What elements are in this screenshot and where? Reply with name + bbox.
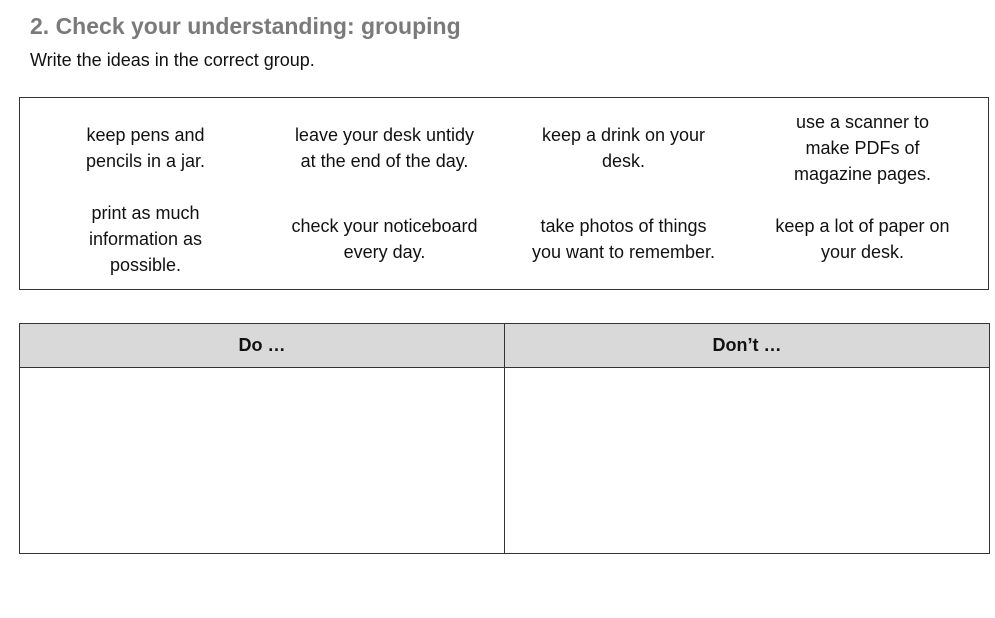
idea-text: keep pens and pencils in a jar.	[85, 124, 206, 171]
idea-text: check your noticeboard every day.	[291, 216, 478, 263]
idea-text: print as much information as possible.	[88, 203, 203, 276]
idea-text: take photos of things you want to remember.	[531, 216, 716, 263]
idea-text: keep a lot of paper on your desk.	[775, 216, 950, 263]
idea-item	[743, 194, 982, 286]
idea-item	[504, 194, 743, 286]
idea-item	[26, 194, 265, 286]
idea-item	[26, 102, 265, 194]
dont-answer-cell[interactable]	[505, 368, 990, 554]
idea-item	[743, 102, 982, 194]
section-heading: 2. Check your understanding: grouping	[30, 13, 461, 39]
idea-item	[265, 194, 504, 286]
idea-text: leave your desk untidy at the end of the day.	[294, 124, 475, 171]
idea-text: keep a drink on your desk.	[541, 124, 706, 171]
dont-answer-area[interactable]	[505, 368, 989, 553]
do-column-header: Do …	[20, 324, 505, 368]
do-answer-area[interactable]	[20, 368, 504, 553]
idea-item	[265, 102, 504, 194]
do-answer-cell[interactable]	[20, 368, 505, 554]
instruction-text: Write the ideas in the correct group.	[30, 50, 315, 70]
idea-text: use a scanner to make PDFs of magazine pages.	[793, 111, 932, 184]
dont-column-header: Don’t …	[505, 324, 990, 368]
ideas-box	[19, 97, 989, 290]
grouping-table	[19, 323, 990, 554]
idea-item	[504, 102, 743, 194]
